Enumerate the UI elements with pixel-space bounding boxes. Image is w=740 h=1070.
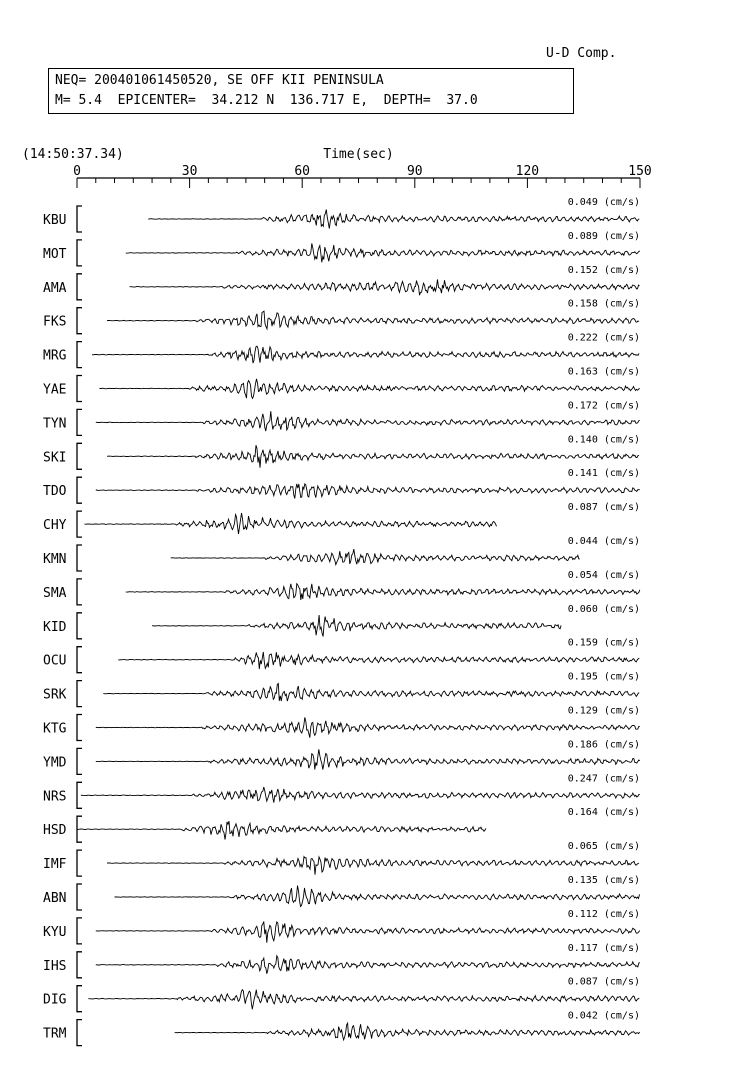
amplitude-scale-bracket [77, 647, 82, 673]
waveform-trace [118, 652, 639, 669]
station-label: DIG [43, 992, 67, 1008]
waveform-trace [88, 990, 639, 1010]
max-amplitude-label: 0.042 (cm/s) [567, 1010, 640, 1022]
waveform-trace [130, 279, 640, 295]
max-amplitude-label: 0.159 (cm/s) [567, 637, 640, 649]
max-amplitude-label: 0.054 (cm/s) [567, 569, 640, 581]
station-label: IHS [43, 958, 67, 974]
station-label: ABN [43, 891, 67, 906]
x-tick-label: 90 [406, 164, 423, 179]
max-amplitude-label: 0.112 (cm/s) [567, 908, 640, 920]
waveform-trace [107, 857, 639, 875]
max-amplitude-label: 0.158 (cm/s) [567, 298, 640, 310]
station-label: KYU [43, 924, 67, 940]
waveform-trace [96, 749, 640, 769]
station-label: SMA [43, 585, 67, 601]
station-label: SKI [43, 450, 67, 466]
waveform-trace [100, 379, 640, 398]
waveform-trace [92, 346, 639, 363]
waveform-trace [96, 484, 640, 499]
station-label: NRS [43, 789, 67, 805]
amplitude-scale-bracket [77, 1020, 82, 1046]
station-label: TYN [43, 416, 67, 432]
amplitude-scale-bracket [77, 715, 82, 741]
station-label: KTG [43, 721, 67, 737]
amplitude-scale-bracket [77, 342, 82, 368]
max-amplitude-label: 0.152 (cm/s) [567, 264, 640, 276]
amplitude-scale-bracket [77, 884, 82, 910]
max-amplitude-label: 0.141 (cm/s) [567, 468, 640, 480]
station-label: KMN [43, 552, 67, 567]
waveform-trace [96, 956, 640, 974]
waveform-trace [175, 1023, 640, 1040]
x-tick-label: 0 [73, 164, 81, 179]
max-amplitude-label: 0.140 (cm/s) [567, 434, 640, 446]
amplitude-scale-bracket [77, 376, 82, 402]
station-label: KID [43, 619, 67, 635]
x-tick-label: 60 [294, 164, 311, 179]
waveform-trace [103, 684, 639, 702]
max-amplitude-label: 0.087 (cm/s) [567, 976, 640, 988]
max-amplitude-label: 0.089 (cm/s) [567, 230, 640, 242]
station-label: MOT [43, 246, 67, 262]
station-label: TDO [43, 484, 67, 500]
amplitude-scale-bracket [77, 952, 82, 978]
amplitude-scale-bracket [77, 511, 82, 537]
waveform-trace [85, 513, 497, 534]
station-label: KBU [43, 213, 67, 228]
amplitude-scale-bracket [77, 409, 82, 435]
x-tick-label: 150 [628, 164, 652, 179]
station-label: IMF [43, 857, 67, 873]
station-label: AMA [43, 280, 67, 296]
waveform-trace [81, 787, 640, 803]
waveform-trace [126, 584, 640, 600]
station-label: SRK [43, 687, 67, 703]
station-label: YMD [43, 755, 67, 771]
x-tick-label: 30 [181, 164, 198, 179]
amplitude-scale-bracket [77, 308, 82, 334]
waveform-trace [96, 717, 640, 737]
amplitude-scale-bracket [77, 986, 82, 1012]
amplitude-scale-bracket [77, 443, 82, 469]
max-amplitude-label: 0.135 (cm/s) [567, 875, 640, 886]
waveform-trace [96, 411, 640, 431]
amplitude-scale-bracket [77, 748, 82, 774]
amplitude-scale-bracket [77, 579, 82, 605]
amplitude-scale-bracket [77, 681, 82, 707]
amplitude-scale-bracket [77, 545, 82, 571]
component-label: U-D Comp. [546, 46, 617, 61]
waveform-trace [126, 243, 640, 262]
max-amplitude-label: 0.065 (cm/s) [567, 841, 640, 853]
waveform-trace [171, 549, 580, 565]
waveform-trace [115, 886, 640, 907]
waveform-trace [96, 922, 640, 943]
max-amplitude-label: 0.247 (cm/s) [567, 773, 640, 785]
station-label: TRM [43, 1026, 67, 1042]
waveform-trace [107, 445, 639, 468]
event-id-line: NEQ= 200401061450520, SE OFF KII PENINSULA [55, 73, 384, 88]
max-amplitude-label: 0.049 (cm/s) [567, 197, 640, 208]
epicenter-line: M= 5.4 EPICENTER= 34.212 N 136.717 E, DEPTH= 37.0 [55, 93, 478, 108]
max-amplitude-label: 0.222 (cm/s) [567, 332, 640, 344]
max-amplitude-label: 0.060 (cm/s) [567, 603, 640, 615]
amplitude-scale-bracket [77, 918, 82, 944]
amplitude-scale-bracket [77, 206, 82, 232]
amplitude-scale-bracket [77, 850, 82, 876]
max-amplitude-label: 0.195 (cm/s) [567, 671, 640, 683]
start-time-label: (14:50:37.34) [22, 147, 124, 162]
amplitude-scale-bracket [77, 240, 82, 266]
waveform-trace [152, 615, 561, 637]
max-amplitude-label: 0.087 (cm/s) [567, 502, 640, 514]
max-amplitude-label: 0.164 (cm/s) [567, 807, 640, 819]
max-amplitude-label: 0.163 (cm/s) [567, 366, 640, 378]
max-amplitude-label: 0.186 (cm/s) [567, 739, 640, 751]
amplitude-scale-bracket [77, 274, 82, 300]
station-label: CHY [43, 518, 67, 534]
x-axis-title: Time(sec) [323, 147, 394, 162]
waveform-trace [148, 210, 639, 229]
max-amplitude-label: 0.044 (cm/s) [567, 536, 640, 547]
max-amplitude-label: 0.129 (cm/s) [567, 705, 640, 717]
max-amplitude-label: 0.117 (cm/s) [567, 942, 640, 954]
station-label: MRG [43, 348, 67, 364]
station-label: FKS [43, 314, 67, 330]
station-label: YAE [43, 382, 67, 398]
max-amplitude-label: 0.172 (cm/s) [567, 400, 640, 412]
waveform-trace [107, 311, 639, 329]
amplitude-scale-bracket [77, 477, 82, 503]
amplitude-scale-bracket [77, 613, 82, 639]
station-label: HSD [43, 823, 67, 839]
x-tick-label: 120 [515, 164, 540, 179]
waveform-trace [77, 821, 486, 839]
station-label: OCU [43, 653, 67, 669]
